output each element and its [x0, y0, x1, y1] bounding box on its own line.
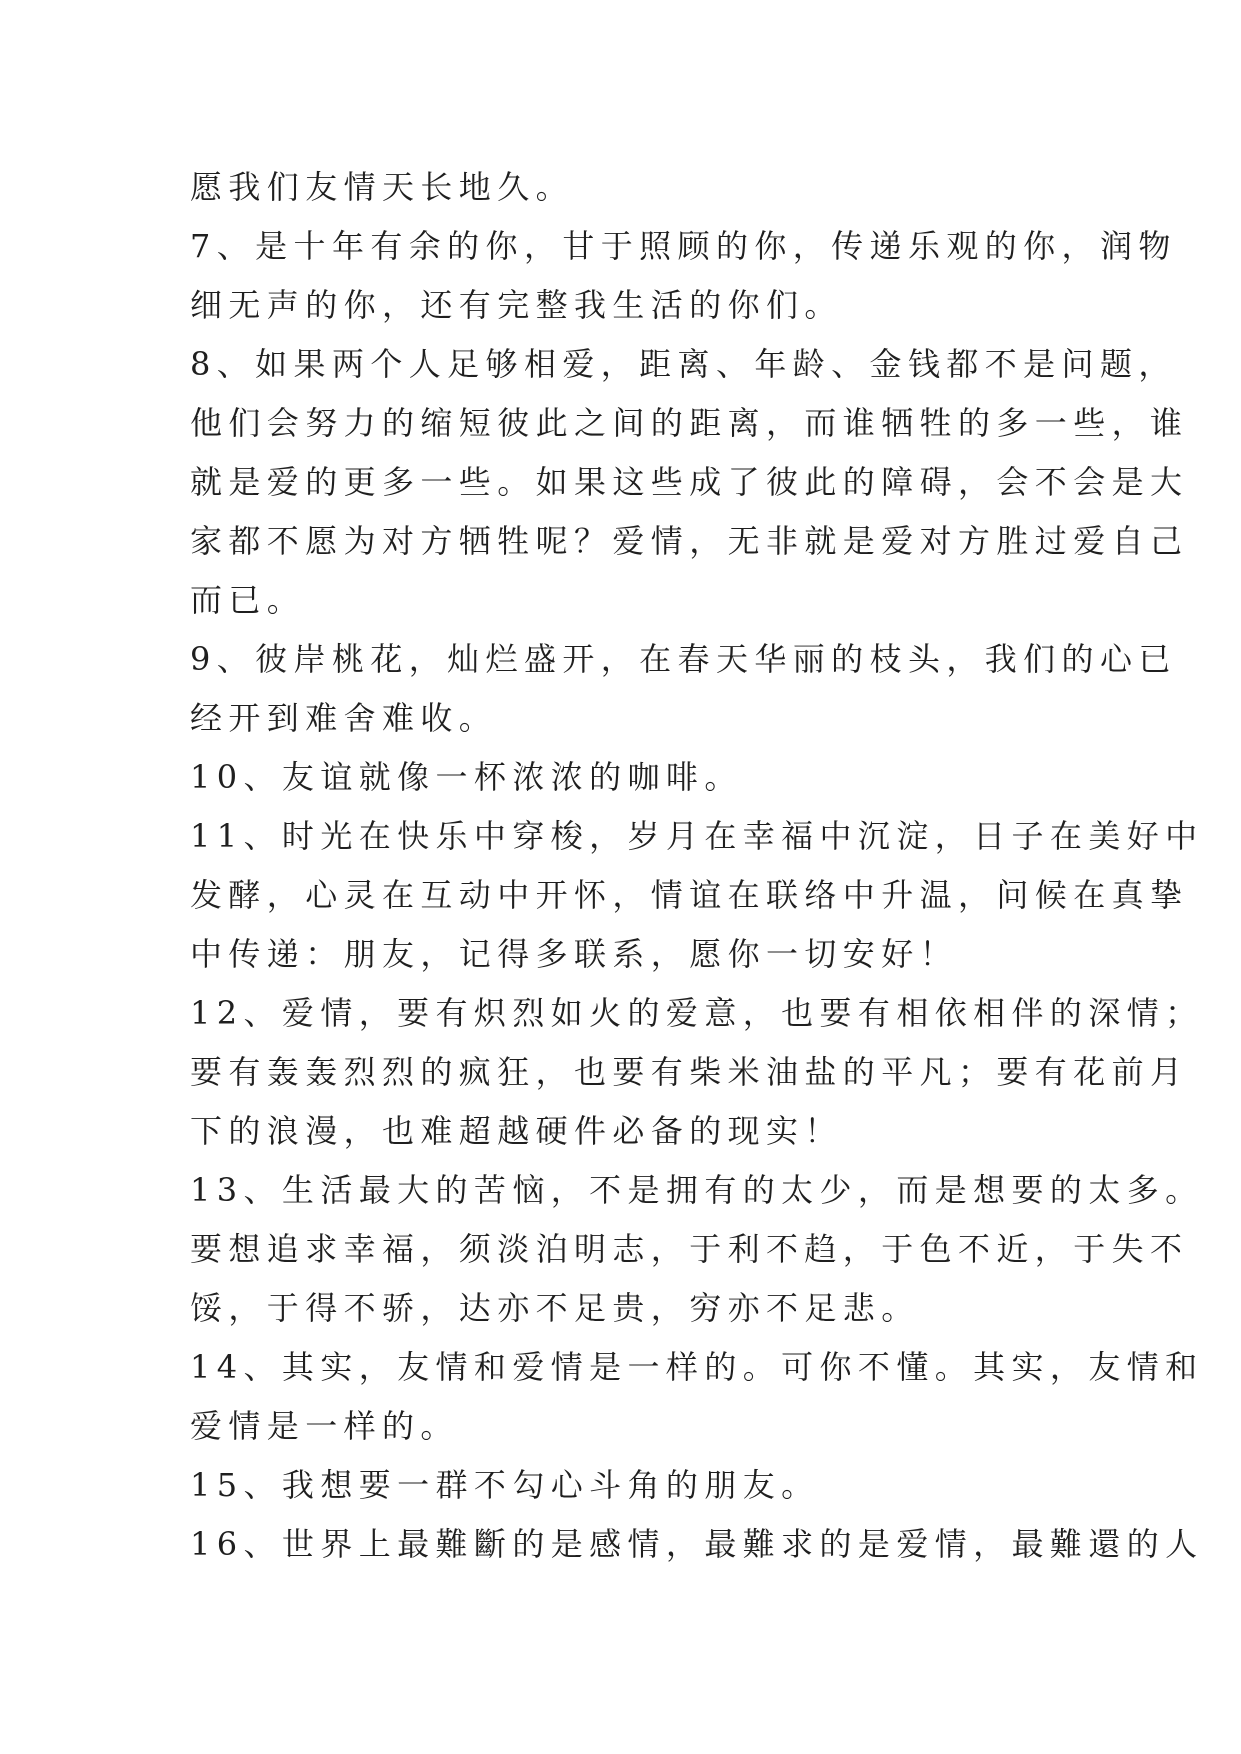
- text-line: 14、其实，友情和爱情是一样的。可你不懂。其实，友情和: [190, 1348, 1204, 1386]
- text-line: 家都不愿为对方牺牲呢？爱情，无非就是爱对方胜过爱自己: [190, 522, 1189, 560]
- text-line: 愿我们友情天长地久。: [190, 168, 575, 206]
- text-line: 中传递：朋友，记得多联系，愿你一切安好！: [190, 935, 959, 973]
- text-line: 15、我想要一群不勾心斗角的朋友。: [190, 1466, 820, 1504]
- text-line: 他们会努力的缩短彼此之间的距离，而谁牺牲的多一些，谁: [190, 404, 1189, 442]
- text-line: 发酵，心灵在互动中开怀，情谊在联络中升温，问候在真挚: [190, 876, 1189, 914]
- text-line: 11、时光在快乐中穿梭，岁月在幸福中沉淀，日子在美好中: [190, 817, 1204, 855]
- text-line: 细无声的你，还有完整我生活的你们。: [190, 286, 843, 324]
- text-line: 9、彼岸桃花，灿烂盛开，在春天华丽的枝头，我们的心已: [190, 640, 1177, 678]
- text-line: 12、爱情，要有炽烈如火的爱意，也要有相依相伴的深情；: [190, 994, 1204, 1032]
- text-line: 7、是十年有余的你，甘于照顾的你，传递乐观的你，润物: [190, 227, 1177, 265]
- text-line: 下的浪漫，也难超越硬件必备的现实！: [190, 1112, 843, 1150]
- text-line: 就是爱的更多一些。如果这些成了彼此的障碍，会不会是大: [190, 463, 1189, 501]
- text-line: 16、世界上最難斷的是感情，最難求的是爱情，最難還的人: [190, 1525, 1204, 1563]
- document-body: [190, 158, 1204, 1574]
- text-line: 13、生活最大的苦恼，不是拥有的太少，而是想要的太多。: [190, 1171, 1204, 1209]
- text-line: 馁，于得不骄，达亦不足贵，穷亦不足悲。: [190, 1289, 920, 1327]
- text-line: 8、如果两个人足够相爱，距离、年龄、金钱都不是问题，: [190, 345, 1177, 383]
- text-line: 要有轰轰烈烈的疯狂，也要有柴米油盐的平凡；要有花前月: [190, 1053, 1189, 1091]
- text-line: 要想追求幸福，须淡泊明志，于利不趋，于色不近，于失不: [190, 1230, 1189, 1268]
- text-line: 经开到难舍难收。: [190, 699, 498, 737]
- text-line: 而已。: [190, 581, 306, 619]
- text-line: 爱情是一样的。: [190, 1407, 459, 1445]
- text-line: 10、友谊就像一杯浓浓的咖啡。: [190, 758, 743, 796]
